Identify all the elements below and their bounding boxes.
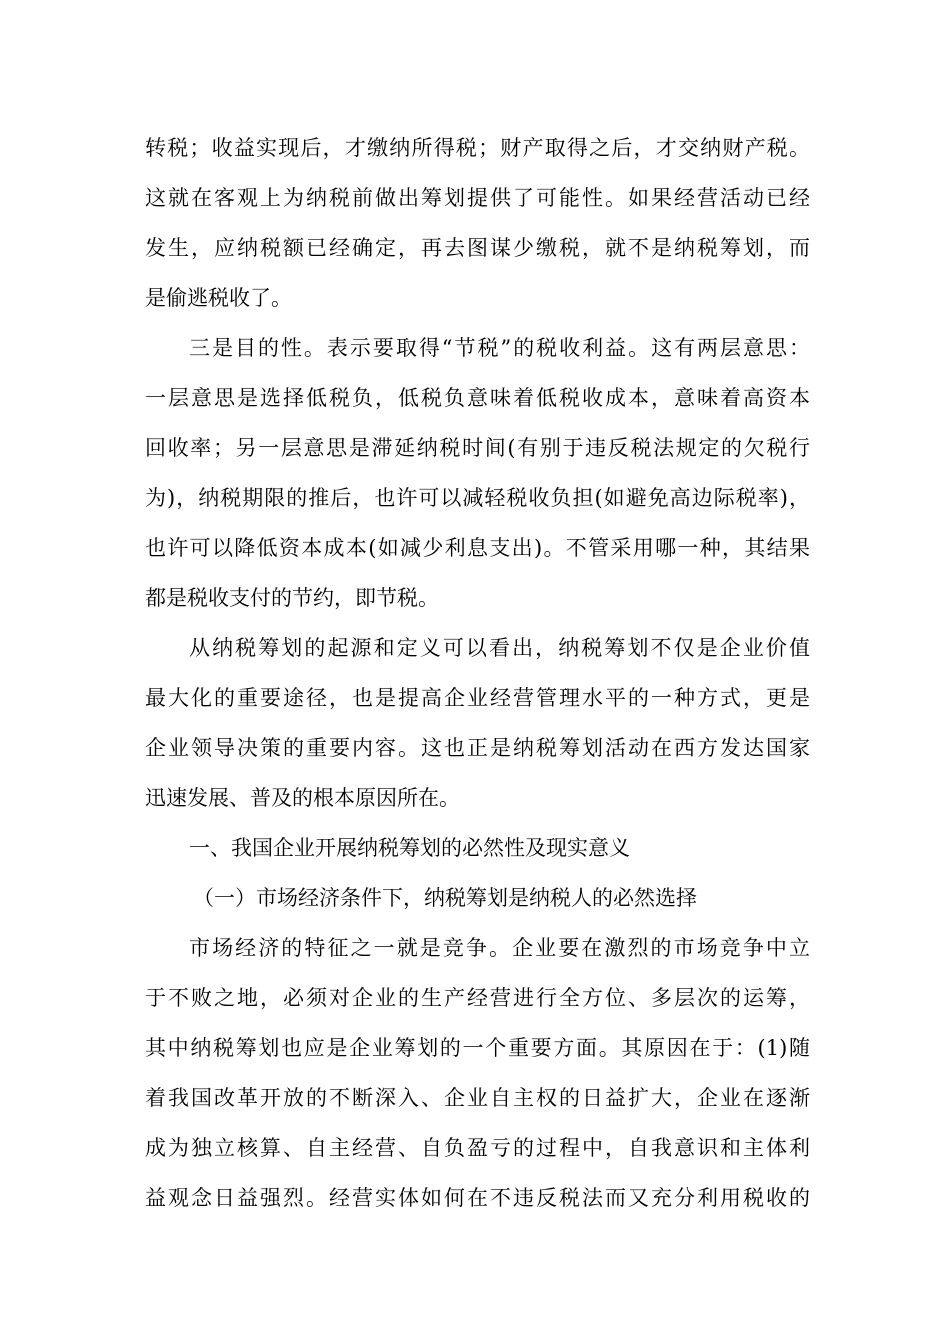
text-line: 是偷逃税收了。 bbox=[145, 286, 292, 310]
text-line: 迅速发展、普及的根本原因所在。 bbox=[145, 786, 460, 810]
subsection-heading: （一）市场经济条件下，纳税筹划是纳税人的必然选择 bbox=[193, 886, 697, 910]
text-line: 都是税收支付的节约，即节税。 bbox=[145, 586, 439, 610]
text-line: 回收率；另一层意思是滞延纳税时间(有别于违反税法规定的欠税行 bbox=[145, 436, 810, 460]
text-line: 也许可以降低资本成本(如减少利息支出)。不管采用哪一种，其结果 bbox=[145, 536, 810, 560]
text-line: 这就在客观上为纳税前做出筹划提供了可能性。如果经营活动已经 bbox=[145, 186, 810, 210]
text-line: 发生，应纳税额已经确定，再去图谋少缴税，就不是纳税筹划，而 bbox=[145, 236, 810, 260]
section-heading: 一、我国企业开展纳税筹划的必然性及现实意义 bbox=[189, 836, 630, 860]
text-line: 成为独立核算、自主经营、自负盈亏的过程中，自我意识和主体利 bbox=[145, 1136, 810, 1160]
paragraph-first-line: 三是目的性。表示要取得“节税”的税收利益。这有两层意思： bbox=[189, 336, 810, 360]
text-line: 益观念日益强烈。经营实体如何在不违反税法而又充分利用税收的 bbox=[145, 1186, 810, 1210]
text-line: 其中纳税筹划也应是企业筹划的一个重要方面。其原因在于：(1)随 bbox=[145, 1036, 810, 1060]
text-line: 为)，纳税期限的推后，也许可以减轻税收负担(如避免高边际税率)， bbox=[145, 486, 810, 510]
paragraph-first-line: 市场经济的特征之一就是竞争。企业要在激烈的市场竞争中立 bbox=[189, 936, 810, 960]
text-line: 着我国改革开放的不断深入、企业自主权的日益扩大，企业在逐渐 bbox=[145, 1086, 810, 1110]
text-line: 转税；收益实现后，才缴纳所得税；财产取得之后，才交纳财产税。 bbox=[145, 136, 810, 160]
text-line: 企业领导决策的重要内容。这也正是纳税筹划活动在西方发达国家 bbox=[145, 736, 810, 760]
text-line: 于不败之地，必须对企业的生产经营进行全方位、多层次的运筹， bbox=[145, 986, 810, 1010]
text-line: 最大化的重要途径，也是提高企业经营管理水平的一种方式，更是 bbox=[145, 686, 810, 710]
paragraph-first-line: 从纳税筹划的起源和定义可以看出，纳税筹划不仅是企业价值 bbox=[189, 636, 810, 660]
text-line: 一层意思是选择低税负，低税负意味着低税收成本，意味着高资本 bbox=[145, 386, 810, 410]
